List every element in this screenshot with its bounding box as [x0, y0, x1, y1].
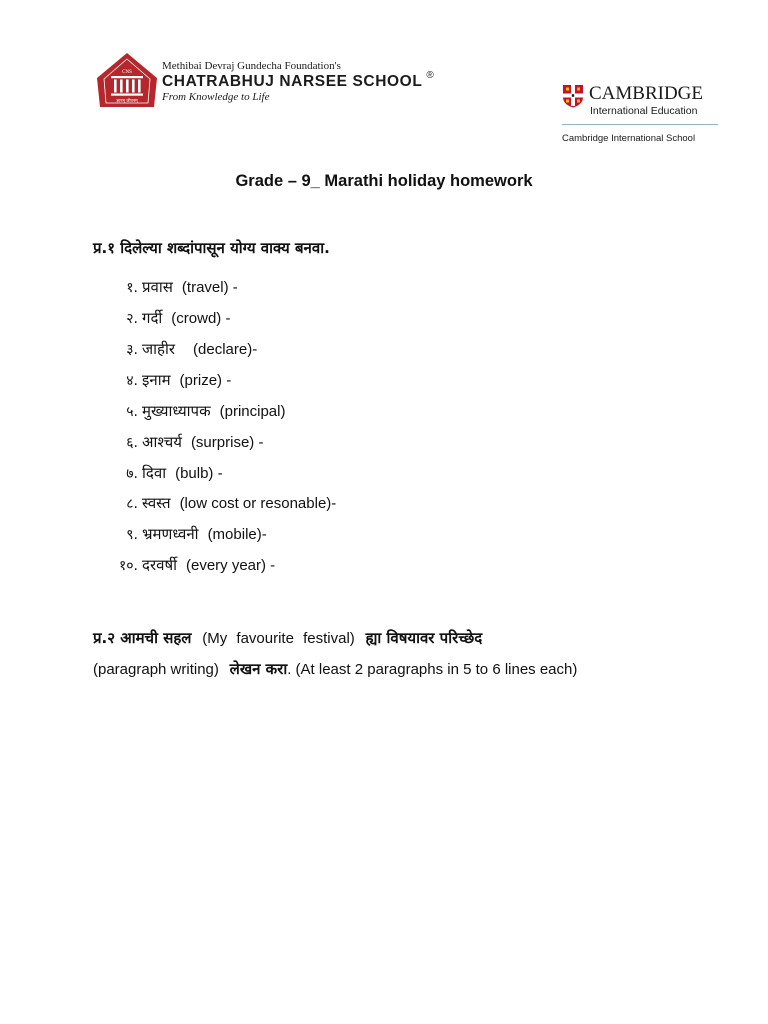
school-name: CHATRABHUJ NARSEE SCHOOL	[162, 73, 423, 90]
item-marathi-word: दिवा	[142, 464, 167, 482]
item-marathi-word: आश्चर्य	[142, 433, 182, 451]
question2-prefix: प्र.२ आमची सहल	[93, 629, 192, 647]
question2-topic-marathi: ह्या विषयावर परिच्छेद	[365, 629, 483, 647]
item-marathi-word: इनाम	[142, 371, 171, 389]
question1-heading: प्र.१ दिलेल्या शब्दांपासून योग्य वाक्य बनवा.	[93, 239, 330, 257]
item-english-hint: (bulb) -	[175, 465, 223, 482]
item-number: ८.	[126, 496, 138, 512]
school-foundation: Methibai Devraj Gundecha Foundation's	[162, 60, 341, 72]
cambridge-subtitle: International Education	[590, 105, 698, 117]
item-number: ५.	[126, 404, 138, 420]
list-item	[108, 492, 336, 514]
item-number: २.	[126, 311, 138, 327]
question2-block	[93, 627, 713, 689]
question2-line-2	[93, 658, 713, 689]
list-item	[108, 369, 231, 391]
question2-sub-marathi: लेखन करा	[229, 660, 288, 678]
item-english-hint: (prize) -	[179, 372, 232, 389]
emblem-label: CNS	[122, 70, 132, 75]
list-item	[108, 338, 257, 360]
item-marathi-word: स्वस्त	[142, 494, 171, 512]
list-item	[108, 462, 223, 484]
item-english-hint: (crowd) -	[171, 310, 231, 327]
item-number: १०.	[118, 558, 138, 574]
item-english-hint: (low cost or resonable)-	[179, 495, 337, 512]
item-marathi-word: दरवर्षी	[142, 556, 177, 574]
emblem-motto: ज्ञानम् जीवनम्	[116, 98, 138, 103]
list-item	[108, 554, 275, 576]
question2-line-1	[93, 627, 713, 658]
item-number: १.	[126, 280, 138, 296]
item-english-hint: (principal)	[219, 403, 286, 420]
page-title: Grade – 9_ Marathi holiday homework	[235, 172, 533, 190]
item-english-hint: (every year) -	[186, 557, 276, 574]
cambridge-school-label: Cambridge International School	[562, 133, 696, 144]
list-item	[108, 276, 238, 298]
item-marathi-word: मुख्याध्यापक	[142, 402, 211, 420]
list-item	[108, 400, 285, 422]
item-marathi-word: प्रवास	[142, 278, 173, 296]
item-english-hint: (surprise) -	[190, 434, 264, 451]
question2-sub-english: (paragraph writing)	[93, 661, 219, 678]
item-marathi-word: भ्रमणध्वनी	[142, 525, 199, 543]
item-english-hint: (mobile)-	[207, 526, 267, 543]
item-marathi-word: जाहीर	[142, 340, 176, 358]
item-english-hint: (declare)-	[193, 341, 258, 358]
list-item	[108, 307, 230, 329]
question2-instruction: . (At least 2 paragraphs in 5 to 6 lines each)	[287, 661, 578, 678]
school-tagline: From Knowledge to Life	[162, 91, 270, 103]
question2-topic-english: (My favourite festival)	[202, 630, 355, 647]
list-item	[108, 431, 263, 453]
item-number: ४.	[126, 373, 138, 389]
item-english-hint: (travel) -	[181, 279, 238, 296]
list-item	[108, 523, 267, 545]
item-number: ३.	[126, 342, 138, 358]
cambridge-wordmark: CAMBRIDGE	[589, 83, 704, 104]
item-marathi-word: गर्दी	[142, 309, 163, 327]
registered-mark: ®	[426, 70, 435, 81]
item-number: ७.	[126, 466, 138, 482]
item-number: ९.	[126, 527, 138, 543]
item-number: ६.	[126, 435, 138, 451]
